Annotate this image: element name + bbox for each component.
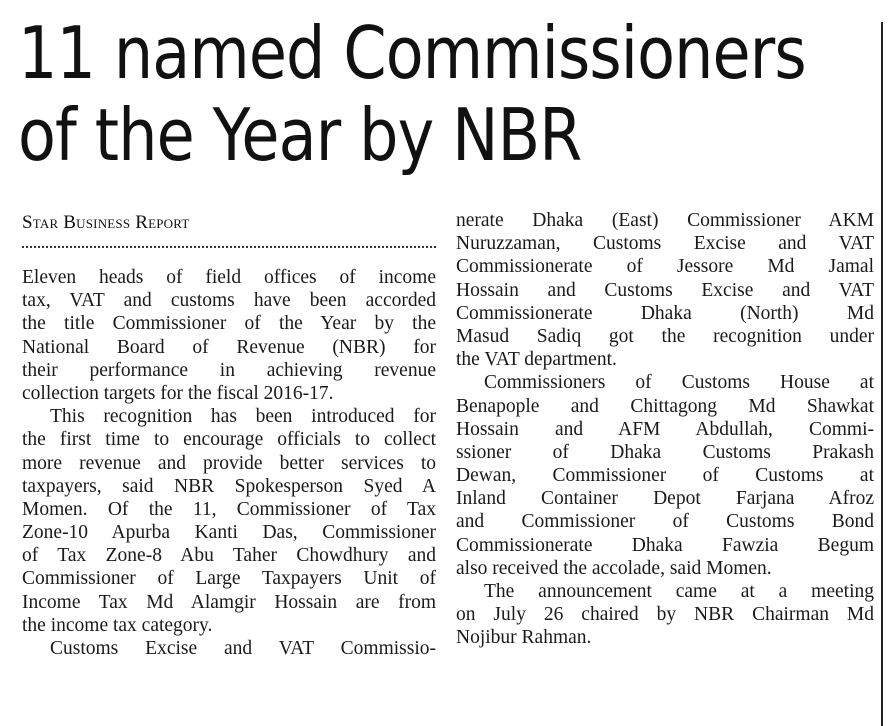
article-line: Inland Container Depot Farjana Afroz: [456, 488, 874, 510]
article-line: Commissionerate Dhaka Fawzia Begum: [456, 534, 874, 556]
headline-line-1: 11 named Commissioners: [18, 11, 806, 95]
article-line: Hossain and AFM Abdullah, Commi-: [456, 418, 874, 440]
article-line: Customs Excise and VAT Commissio-: [50, 638, 436, 659]
headline-line-2: of the Year by NBR: [18, 93, 582, 177]
article-line: Masud Sadiq got the recognition under: [456, 325, 874, 347]
article-line: and Commissioner of Customs Bond: [456, 511, 874, 533]
dotted-divider: [22, 246, 436, 248]
article-line: the title Commissioner of the Year by the: [22, 313, 436, 335]
article-line: their performance in achieving revenue: [22, 359, 436, 381]
article-line: also received the accolade, said Momen.: [456, 557, 772, 579]
article-line: Nojibur Rahman.: [456, 627, 592, 649]
article-line: Commissioner of Large Taxpayers Unit of: [22, 568, 436, 590]
article-line: taxpayers, said NBR Spokesperson Syed A: [22, 475, 436, 497]
column-rule: [881, 22, 883, 726]
article-line: Commissioners of Customs House at: [484, 372, 874, 394]
article-line: of Tax Zone-8 Abu Taher Chowdhury and: [22, 545, 436, 567]
byline: Star Business Report: [22, 212, 190, 233]
article-column-right: [456, 209, 874, 650]
article-line: the VAT department.: [456, 349, 617, 371]
article-line: Income Tax Md Alamgir Hossain are from: [22, 591, 436, 613]
article-line: ssioner of Dhaka Customs Prakash: [456, 441, 874, 463]
article-line: Hossain and Customs Excise and VAT: [456, 279, 874, 301]
article-line: Nuruzzaman, Customs Excise and VAT: [456, 233, 874, 255]
article-line: The announcement came at a meeting: [484, 581, 874, 602]
article-line: collection targets for the fiscal 2016-17.: [22, 382, 334, 404]
article-line: Benapople and Chittagong Md Shawkat: [456, 395, 874, 417]
article-line: Eleven heads of field offices of income: [22, 267, 436, 288]
article-line: Commissionerate of Jessore Md Jamal: [456, 256, 874, 278]
article-line: This recognition has been introduced for: [50, 406, 436, 428]
article-line: the income tax category.: [22, 614, 213, 636]
article-line: Dewan, Commissioner of Customs at: [456, 465, 874, 487]
article-line: Commissionerate Dhaka (North) Md: [456, 302, 874, 324]
article-column-left: [22, 266, 436, 660]
article-line: more revenue and provide better services to: [22, 452, 436, 474]
article-line: on July 26 chaired by NBR Chairman Md: [456, 604, 874, 626]
article-line: nerate Dhaka (East) Commissioner AKM: [456, 210, 874, 231]
article-line: the first time to encourage officials to collect: [22, 429, 436, 451]
article-line: Zone-10 Apurba Kanti Das, Commissioner: [22, 522, 436, 544]
article-line: tax, VAT and customs have been accorded: [22, 290, 436, 312]
article-line: Momen. Of the 11, Commissioner of Tax: [22, 498, 436, 520]
article-line: National Board of Revenue (NBR) for: [22, 336, 436, 358]
headline: [18, 11, 806, 177]
